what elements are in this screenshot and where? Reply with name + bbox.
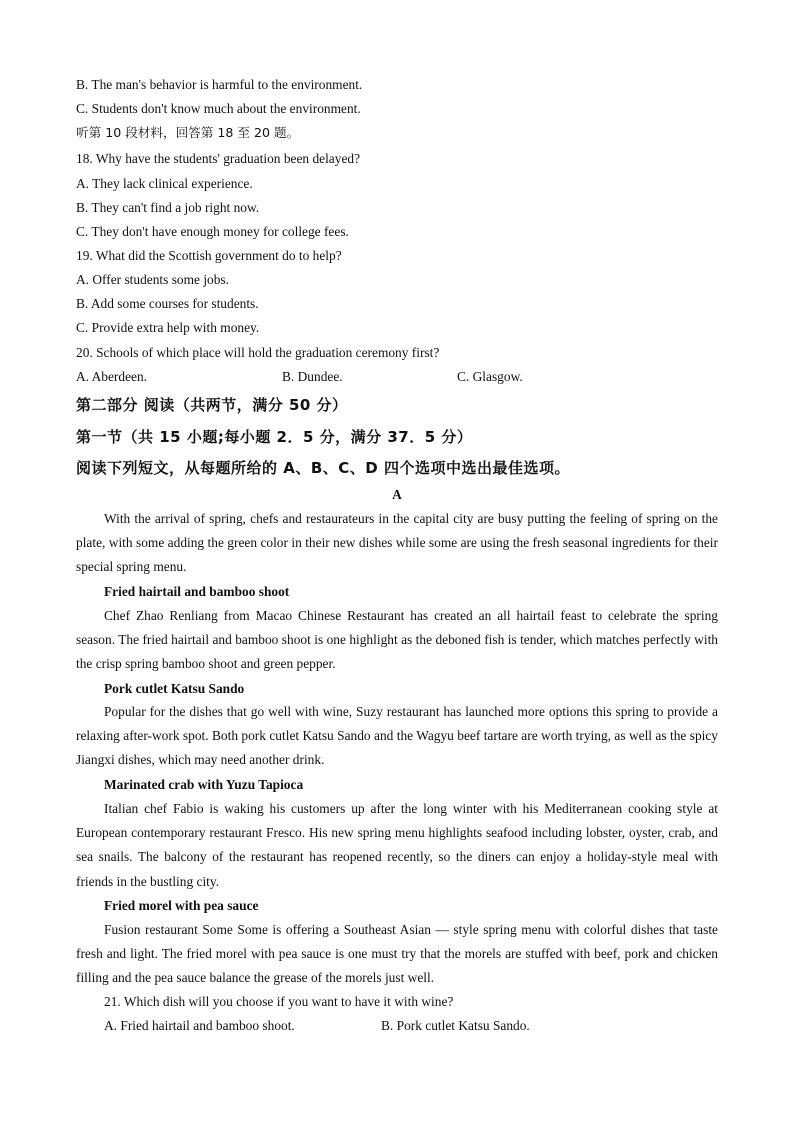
dish-heading-2: Pork cutlet Katsu Sando [104,681,245,696]
option-17b: B. The man's behavior is harmful to the environment. [76,77,363,92]
dish-paragraph-2: Popular for the dishes that go well with wine, Suzy restaurant has launched more options this spring to provide a relaxing after-work spot. Both pork cutlet Katsu Sando and the Wagyu beef tartare are worth trying, as well as the spicy Jiangxi dishes, which may need another drink. [76,704,718,768]
option-18a: A. They lack clinical experience. [76,176,253,191]
passage-intro: With the arrival of spring, chefs and restaurateurs in the capital city are busy putting the feeling of spring on the plate, with some adding the green color in their new dishes while some are using the fresh seasonal ingredients for their special spring menu. [76,511,718,575]
passage-letter: A [392,487,402,502]
option-18b: B. They can't find a job right now. [76,200,260,215]
question-20: 20. Schools of which place will hold the graduation ceremony first? [76,345,440,360]
dish-heading-4: Fried morel with pea sauce [104,898,259,913]
dish-heading-1: Fried hairtail and bamboo shoot [104,584,290,599]
question-18: 18. Why have the students' graduation been delayed? [76,151,361,166]
option-21b: B. Pork cutlet Katsu Sando. [381,1018,530,1033]
reading-instruction: 阅读下列短文，从每题所给的 A、B、C、D 四个选项中选出最佳选项。 [76,459,570,477]
option-19c: C. Provide extra help with money. [76,320,260,335]
question-21: 21. Which dish will you choose if you want to have it with wine? [104,994,454,1009]
part-two-heading: 第二部分 阅读（共两节，满分 50 分） [76,396,348,414]
options-20 [76,369,718,385]
option-17c: C. Students don't know much about the environment. [76,101,361,116]
dish-paragraph-4: Fusion restaurant Some Some is offering a Southeast Asian — style spring menu with colorful dishes that taste fresh and light. The fried morel with pea sauce is one must try that the morels are stuffed with beef, pork and chicken filling and the pea sauce balance the grease of the morels just well. [76,922,718,986]
option-20b: B. Dundee. [282,369,343,384]
option-19b: B. Add some courses for students. [76,296,259,311]
option-18c: C. They don't have enough money for college fees. [76,224,349,239]
dish-paragraph-3: Italian chef Fabio is waking his customers up after the long winter with his Mediterranean cooking style at European contemporary restaurant Fresco. His new spring menu highlights seafood including lobster, oyster, crab, and sea snails. The balcony of the restaurant has reopened recently, so the diners can enjoy a holiday-style meal with friends in the bustling city. [76,801,718,889]
dish-heading-3: Marinated crab with Yuzu Tapioca [104,777,304,792]
option-19a: A. Offer students some jobs. [76,272,229,287]
listening-instruction: 听第 10 段材料，回答第 18 至 20 题。 [76,125,300,140]
section-one-heading: 第一节（共 15 小题;每小题 2．5 分，满分 37．5 分） [76,428,473,446]
question-19: 19. What did the Scottish government do to help? [76,248,342,263]
dish-paragraph-1: Chef Zhao Renliang from Macao Chinese Restaurant has created an all hairtail feast to celebrate the spring season. The fried hairtail and bamboo shoot is one highlight as the deboned fish is tender, which matches perfectly with the crisp spring bamboo shoot and green pepper. [76,608,718,672]
option-20a: A. Aberdeen. [76,369,148,384]
option-20c: C. Glasgow. [457,369,523,384]
option-21a: A. Fried hairtail and bamboo shoot. [104,1018,295,1033]
